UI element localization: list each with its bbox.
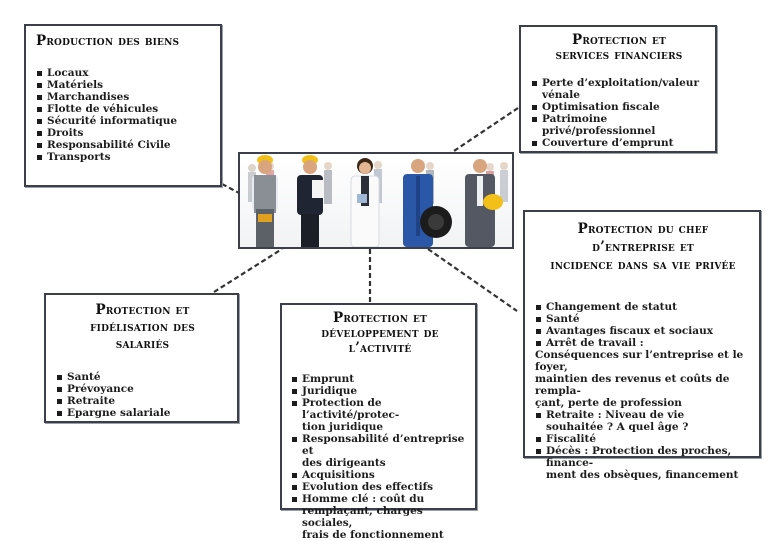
list-item-text: vénale — [542, 89, 580, 101]
production-title-line: Production des biens — [36, 33, 180, 49]
list-item: Transports — [36, 151, 212, 163]
list-item-text: Fiscalité — [546, 433, 597, 445]
list-item — [291, 397, 469, 433]
activite-title-line: développement de — [321, 325, 439, 341]
connector-finance — [448, 108, 518, 155]
chef-entreprise-title — [535, 220, 751, 274]
salaries-box — [44, 293, 239, 423]
list-item — [535, 337, 751, 409]
list-item — [291, 433, 469, 469]
finance-list — [531, 77, 707, 149]
list-item: Droits — [36, 127, 212, 139]
finance-title — [531, 33, 707, 63]
list-item-text: Emprunt — [302, 373, 355, 385]
activite-list — [291, 373, 469, 541]
list-item: Flotte de véhicules — [36, 103, 212, 115]
list-item-text: Responsabilité d’entreprise et — [302, 433, 465, 457]
list-item-text: Protection de l’activité/protec- — [302, 397, 400, 421]
list-item-text: ment des obsèques, financement — [546, 469, 739, 481]
list-item-text: Optimisation fiscale — [542, 101, 660, 113]
workers-photo — [238, 152, 514, 249]
list-item-text: çant, perte de profession — [535, 397, 682, 409]
activite-box — [280, 303, 477, 541]
list-item: Retraite — [56, 395, 229, 407]
list-item: Responsabilité Civile — [36, 139, 212, 151]
list-item-text: Décès : Protection des proches, finance- — [546, 445, 732, 469]
list-item — [291, 373, 469, 385]
finance-box — [519, 25, 717, 153]
list-item-text: frais de fonctionnement — [302, 529, 444, 541]
production-list — [36, 67, 212, 163]
salaries-list — [56, 371, 229, 419]
list-item-text: Perte d’exploitation/valeur — [542, 77, 699, 89]
list-item: Prévoyance — [56, 383, 229, 395]
activite-title-line: l’activité — [348, 340, 412, 356]
list-item-text: Evolution des effectifs — [302, 481, 434, 493]
list-item — [531, 137, 707, 149]
list-item-text: Patrimoine privé/professionnel — [542, 113, 656, 137]
list-item-text: des dirigeants — [302, 457, 386, 469]
production-title — [36, 34, 212, 49]
list-item: Matériels — [36, 79, 212, 91]
list-item — [531, 113, 707, 137]
activite-title — [291, 311, 469, 356]
list-item — [535, 301, 751, 313]
list-item-text: Couverture d’emprunt — [542, 137, 674, 149]
list-item: Santé — [56, 371, 229, 383]
finance-title-line: services financiers — [555, 47, 683, 63]
connector-salaries — [214, 249, 282, 292]
salaries-title-line: fidélisation des — [90, 319, 195, 335]
connector-chef — [428, 249, 517, 311]
list-item — [291, 385, 469, 397]
list-item-text: remplaçant, charges sociales, — [302, 505, 423, 529]
list-item: Marchandises — [36, 91, 212, 103]
list-item — [291, 481, 469, 493]
list-item-text: Homme clé : coût du — [302, 493, 425, 505]
list-item — [535, 445, 751, 481]
list-item — [535, 325, 751, 337]
list-item-text: Arrêt de travail : — [546, 337, 644, 349]
production-box — [24, 24, 222, 187]
worker-5 — [465, 159, 503, 247]
list-item — [535, 433, 751, 445]
list-item-text: souhaitée ? A quel âge ? — [546, 421, 689, 433]
salaries-title — [56, 302, 229, 353]
list-item — [535, 409, 751, 433]
chef-title-line: incidence dans sa vie privée — [550, 257, 736, 273]
list-item-text: Conséquences sur l’entreprise et le foyer, — [535, 349, 744, 373]
list-item-text: Retraite : Niveau de vie — [546, 409, 685, 421]
list-item — [531, 101, 707, 113]
activite-title-line: Protection et — [332, 310, 428, 326]
list-item-text: Avantages fiscaux et sociaux — [546, 325, 713, 337]
list-item-text: Santé — [546, 313, 580, 325]
list-item-text: maintien des revenus et coûts de rempla- — [535, 373, 730, 397]
list-item: Sécurité informatique — [36, 115, 212, 127]
list-item — [535, 313, 751, 325]
list-item: Epargne salariale — [56, 407, 229, 419]
list-item-text: tion juridique — [302, 421, 384, 433]
list-item — [291, 469, 469, 481]
list-item — [291, 493, 469, 541]
list-item-text: Changement de statut — [546, 301, 677, 313]
salaries-title-line: salariés — [115, 336, 170, 352]
chef-entreprise-list — [535, 301, 751, 481]
chef-entreprise-box — [523, 210, 761, 481]
salaries-title-line: Protection et — [95, 302, 190, 318]
worker-2 — [297, 155, 324, 247]
chef-title-line: Protection du chef — [577, 221, 709, 237]
list-item: Locaux — [36, 67, 212, 79]
list-item — [531, 77, 707, 101]
chef-title-line: d’entreprise et — [592, 239, 694, 255]
finance-title-line: Protection et — [571, 32, 667, 48]
list-item-text: Acquisitions — [302, 469, 375, 481]
list-item-text: Juridique — [302, 385, 358, 397]
